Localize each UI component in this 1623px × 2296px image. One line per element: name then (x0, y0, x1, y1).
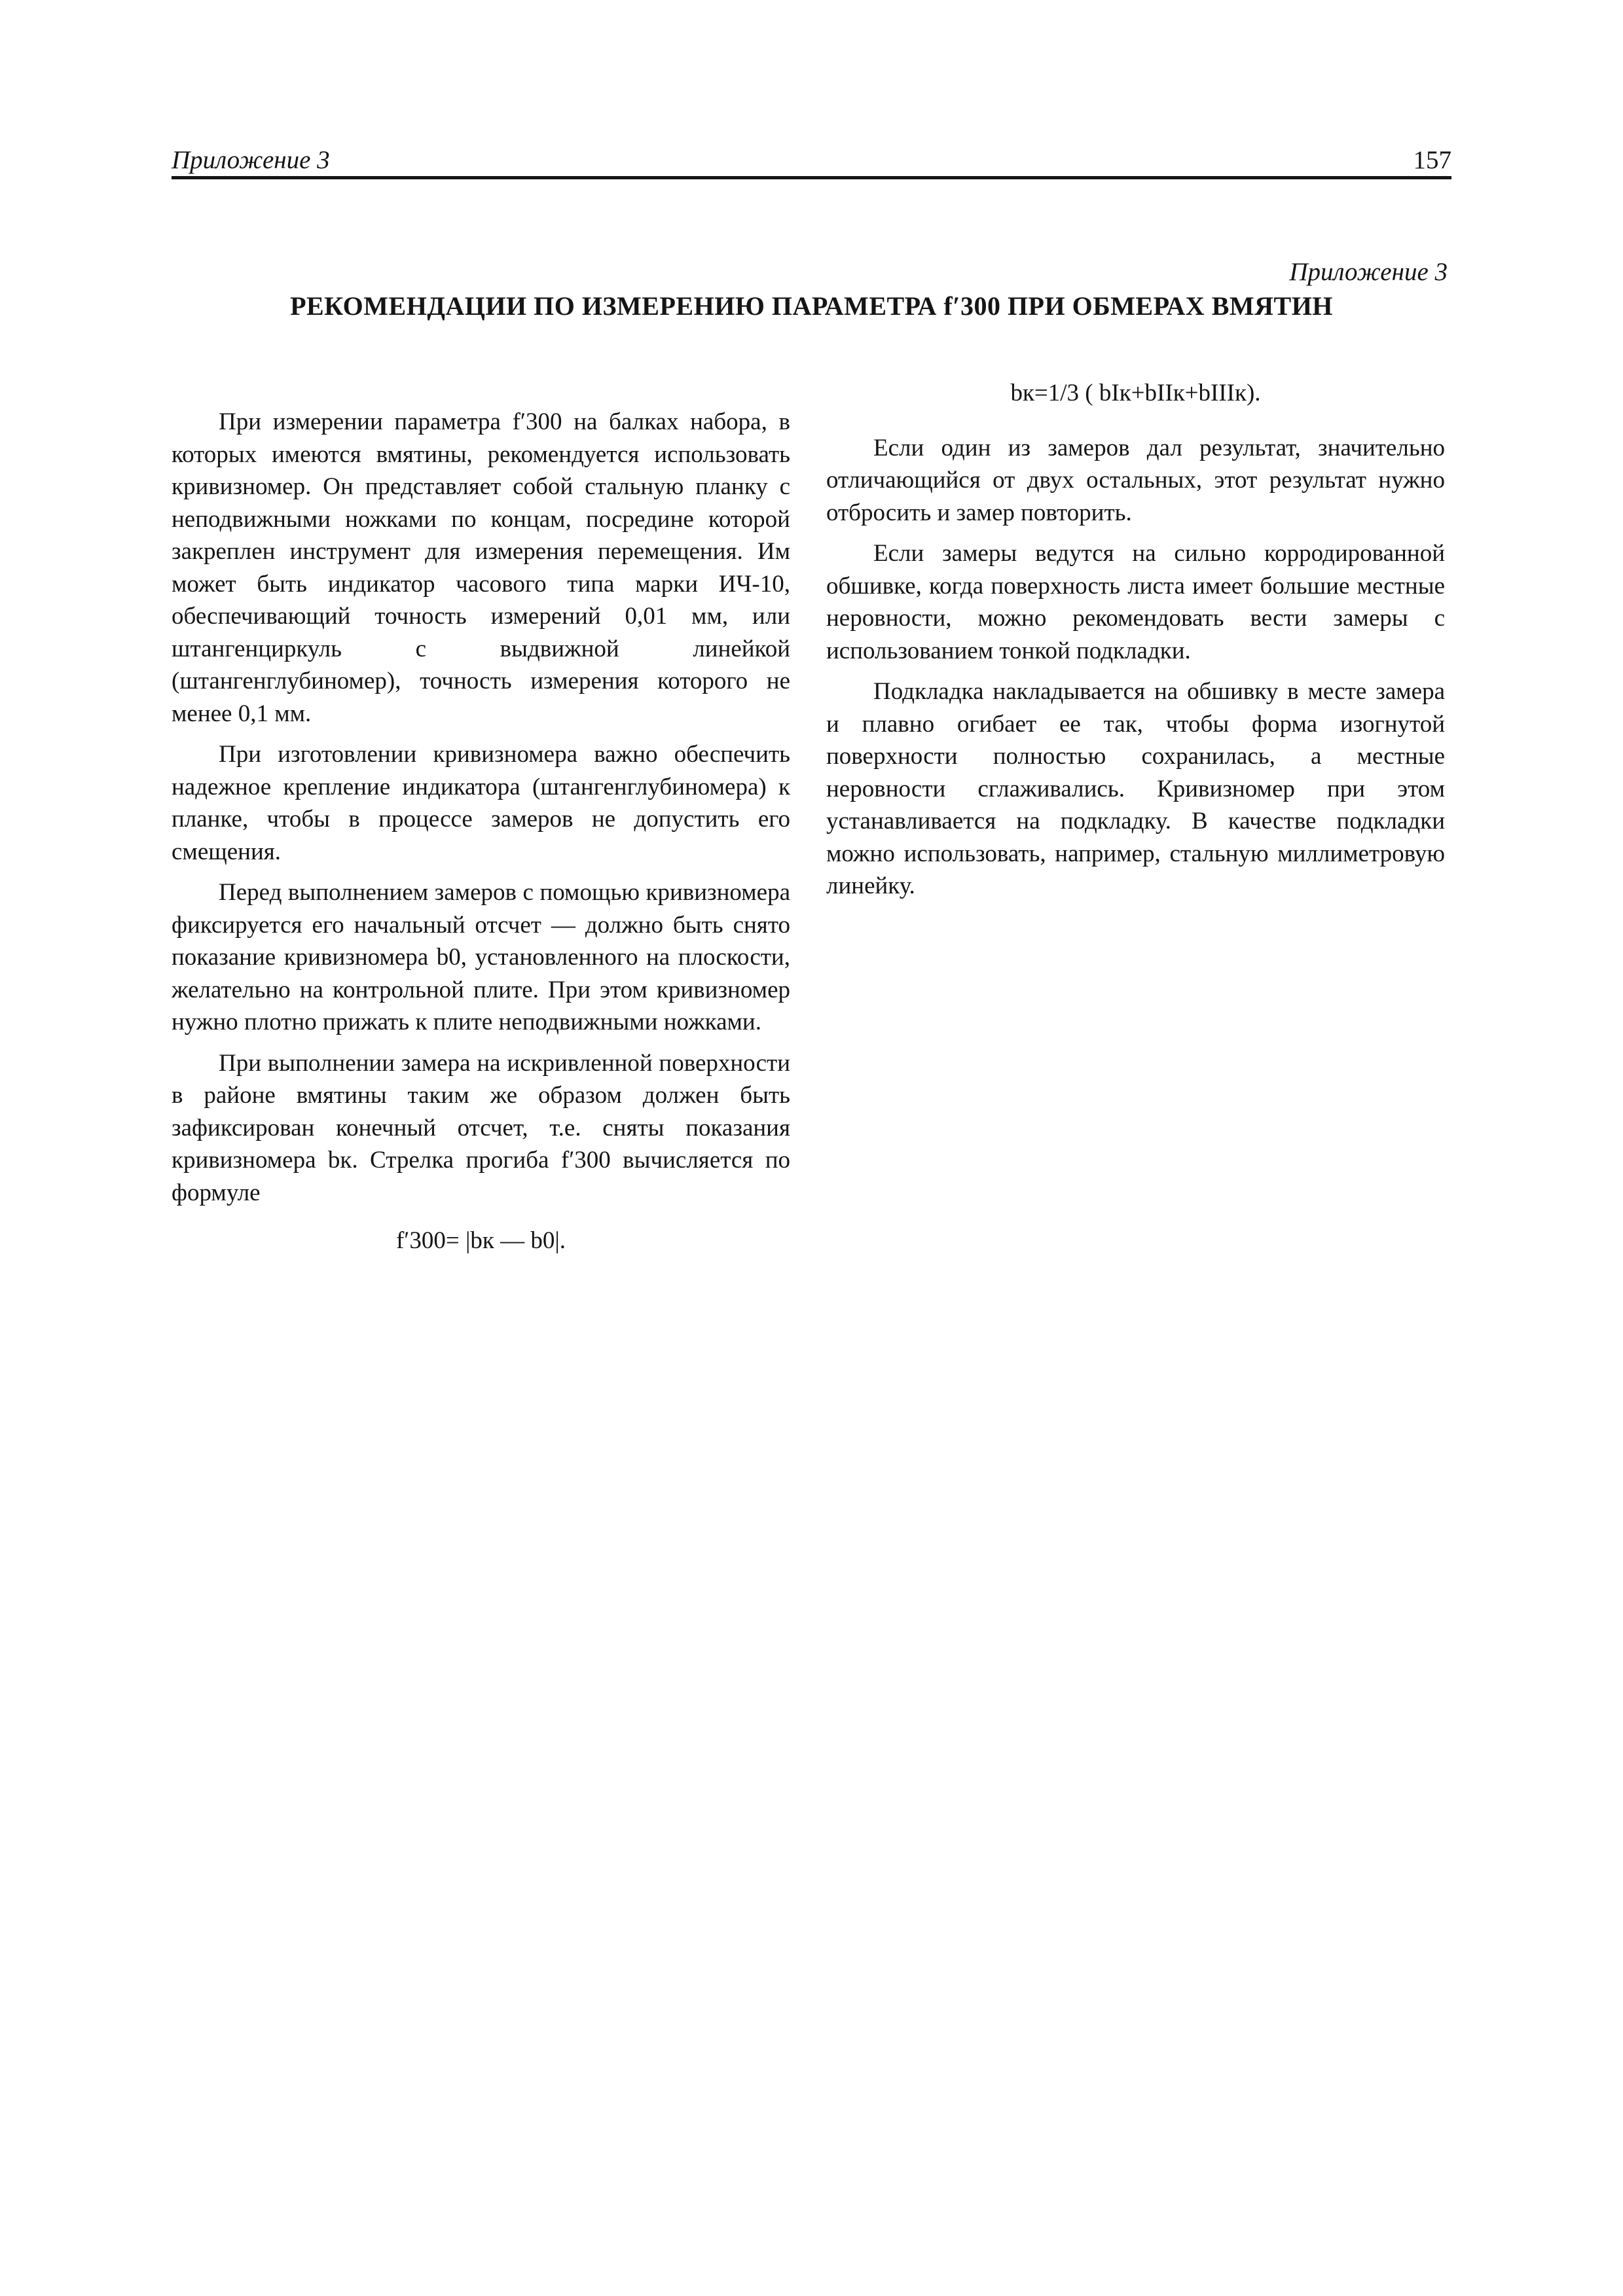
page-title: РЕКОМЕНДАЦИИ ПО ИЗМЕРЕНИЮ ПАРАМЕТРА f′300 ПРИ ОБМЕРАХ ВМЯТИН (290, 291, 1333, 321)
paragraph: Подкладка накладывается на обшивку в месте замера и плавно огибает ее так, чтобы форма изогнутой поверхности полностью сохранилась, а местные неровности сглаживались. Кривизномер при этом устанавливается на подкладку. В качестве подкладки можно использовать, например, стальную миллиметровую линейку. (826, 678, 1445, 899)
paragraph: Если один из замеров дал результат, значительно отличающийся от двух остальных, этот результат нужно отбросить и замер повторить. (826, 434, 1445, 526)
paragraph: Если замеры ведутся на сильно корродированной обшивке, когда поверхность листа имеет большие местные неровности, можно рекомендовать вести замеры с использованием тонкой подкладки. (826, 540, 1445, 664)
paragraph: При выполнении замера на искривленной поверхности в районе вмятины таким же образом должен быть зафиксирован конечный отсчет, т.е. сняты показания кривизномера bк. Стрелка прогиба f′300 вычисляется по формуле (172, 1049, 790, 1206)
right-column (826, 380, 1445, 911)
running-header (172, 143, 1451, 179)
appendix-label: Приложение 3 (1289, 258, 1448, 286)
paragraph: При измерении параметра f′300 на балках набора, в которых имеются вмятины, рекомендуется использовать кривизномер. Он представляет собой стальную планку с неподвижными ножками по концам, посредине которой закреплен инструмент для измерения перемещения. Им может быть индикатор часового типа марки ИЧ-10, обеспечивающий точность измерений 0,01 мм, или штангенциркуль с выдвижной линейкой (штангенглубиномер), точность измерения которого не менее 0,1 мм. (172, 408, 790, 727)
formula-deflection: f′300= |bк — b0|. (395, 1227, 566, 1254)
running-title: Приложение 3 (172, 146, 330, 174)
header-rule (172, 176, 1451, 179)
page-number: 157 (1413, 146, 1451, 174)
left-column (172, 406, 790, 1274)
paragraph: Перед выполнением замеров с помощью кривизномера фиксируется его начальный отсчет — должно быть снято показание кривизномера b0, установленного на плоскости, желательно на контрольной плите. При этом кривизномер нужно плотно прижать к плите неподвижными ножками. (172, 879, 790, 1035)
paragraph: При изготовлении кривизномера важно обеспечить надежное крепление индикатора (штангенглубиномера) к планке, чтобы в процессе замеров не допустить его смещения. (172, 741, 790, 865)
formula-average: bк=1/3 ( bIк+bIIк+bIIIк). (1010, 380, 1261, 406)
